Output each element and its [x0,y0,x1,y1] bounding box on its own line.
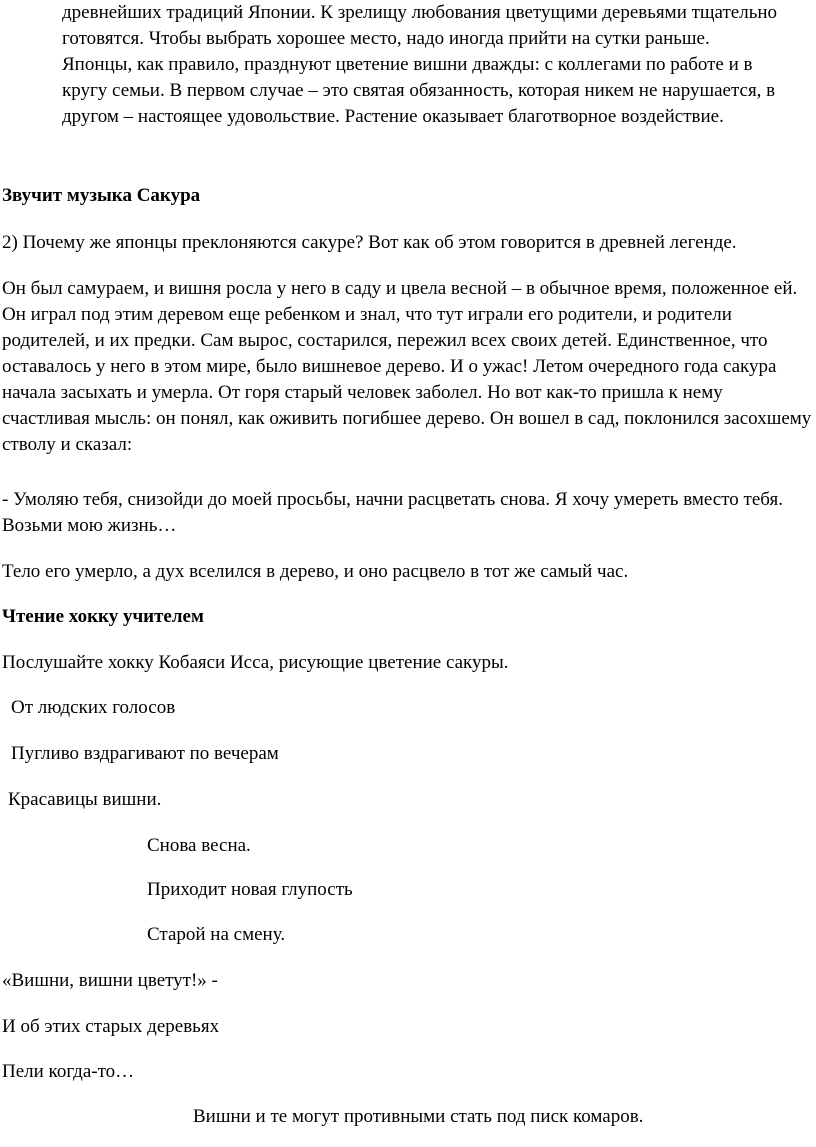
haiku-1-line-3: Красавицы вишни. [8,789,162,810]
haiku-intro: Послушайте хокку Кобаяси Исса, рисующие цветение сакуры. [2,652,509,673]
haiku-3-line-3: Пели когда-то… [2,1061,135,1082]
question-2: 2) Почему же японцы преклоняются сакуре? Вот как об этом говорится в древней легенде. [2,232,737,253]
haiku-3-line-1: «Вишни, вишни цветут!» - [2,970,218,991]
intro-paragraph: древнейших традиций Японии. К зрелищу любования цветущими деревьями тщательно готовятся. Чтобы выбрать хорошее место, надо иногда прийти на сутки раньше. Японцы, как правило, празднуют цветение вишни дважды: с коллегами по работе и в кругу семьи. В первом случае – это святая обязанность, которая никем не нарушается, в другом – настоящее удовольствие. Растение оказывает благотворное воздействие. [62,2,778,127]
haiku-2-line-1: Снова весна. [147,835,251,856]
haiku-2-line-2: Приходит новая глупость [147,879,353,900]
plea-paragraph: - Умоляю тебя, снизойди до моей просьбы, начни расцветать снова. Я хочу умереть вместо тебя. Возьми мою жизнь… [2,489,783,536]
legend-paragraph: Он был самураем, и вишня росла у него в саду и цвела весной – в обычное время, положенное ей. Он играл под этим деревом еще ребенком и знал, что тут играли его родители, и родители родителей, и их предки. Сам вырос, состарился, пережил всех своих детей. Единственное, что оставалось у него в этом мире, было вишневое дерево. И о ужас! Летом очередного года сакура начала засыхать и умерла. От горя старый человек заболел. Но вот как-то пришла к нему счастливая мысль: он понял, как оживить погибшее дерево. Он вошел в сад, поклонился засохшему стволу и сказал: [2,278,812,455]
ending-paragraph: Тело его умерло, а дух вселился в дерево, и оно расцвело в тот же самый час. [2,561,629,582]
heading-music: Звучит музыка Сакура [2,185,201,206]
haiku-4: Вишни и те могут противными стать под писк комаров. [193,1106,644,1127]
haiku-1-line-1: От людских голосов [11,697,176,718]
haiku-2-line-3: Старой на смену. [147,924,286,945]
haiku-1-line-2: Пугливо вздрагивают по вечерам [11,743,279,764]
heading-haiku: Чтение хокку учителем [2,606,204,627]
haiku-3-line-2: И об этих старых деревьях [2,1016,220,1037]
